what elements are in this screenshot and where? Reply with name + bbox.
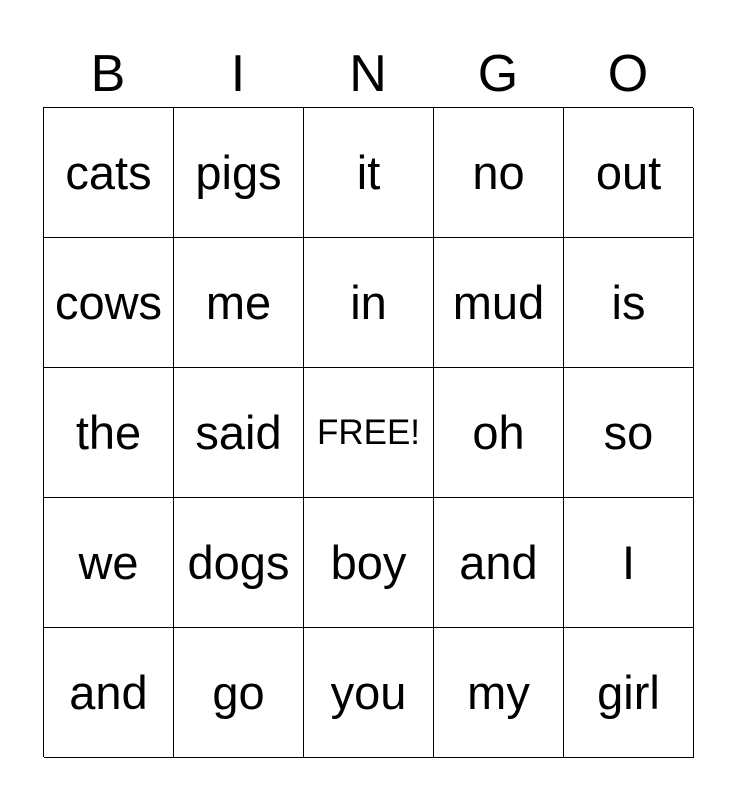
bingo-cell[interactable]: I	[564, 498, 694, 628]
free-space-cell[interactable]: FREE!	[304, 368, 434, 498]
bingo-cell[interactable]: is	[564, 238, 694, 368]
bingo-cell[interactable]: pigs	[174, 108, 304, 238]
header-letter-n: N	[349, 45, 387, 103]
bingo-cell[interactable]: you	[304, 628, 434, 758]
bingo-cell[interactable]: girl	[564, 628, 694, 758]
bingo-cell[interactable]: dogs	[174, 498, 304, 628]
bingo-cell[interactable]: so	[564, 368, 694, 498]
header-letter-g: G	[477, 45, 519, 103]
header-letter-o: O	[607, 45, 649, 103]
bingo-cell[interactable]: said	[174, 368, 304, 498]
bingo-cell[interactable]: in	[304, 238, 434, 368]
bingo-cell[interactable]: and	[434, 498, 564, 628]
bingo-cell[interactable]: the	[44, 368, 174, 498]
bingo-cell[interactable]: out	[564, 108, 694, 238]
header-letter-i: I	[230, 45, 246, 103]
bingo-cell[interactable]: me	[174, 238, 304, 368]
bingo-cell[interactable]: cows	[44, 238, 174, 368]
bingo-cell[interactable]: and	[44, 628, 174, 758]
bingo-cell[interactable]: no	[434, 108, 564, 238]
bingo-cell[interactable]: cats	[44, 108, 174, 238]
bingo-cell[interactable]: boy	[304, 498, 434, 628]
bingo-cell[interactable]: mud	[434, 238, 564, 368]
bingo-board	[43, 107, 693, 757]
bingo-cell[interactable]: it	[304, 108, 434, 238]
bingo-cell[interactable]: we	[44, 498, 174, 628]
bingo-cell[interactable]: oh	[434, 368, 564, 498]
bingo-cell[interactable]: my	[434, 628, 564, 758]
bingo-cell[interactable]: go	[174, 628, 304, 758]
header-letter-b: B	[90, 45, 126, 103]
bingo-header	[43, 42, 693, 106]
